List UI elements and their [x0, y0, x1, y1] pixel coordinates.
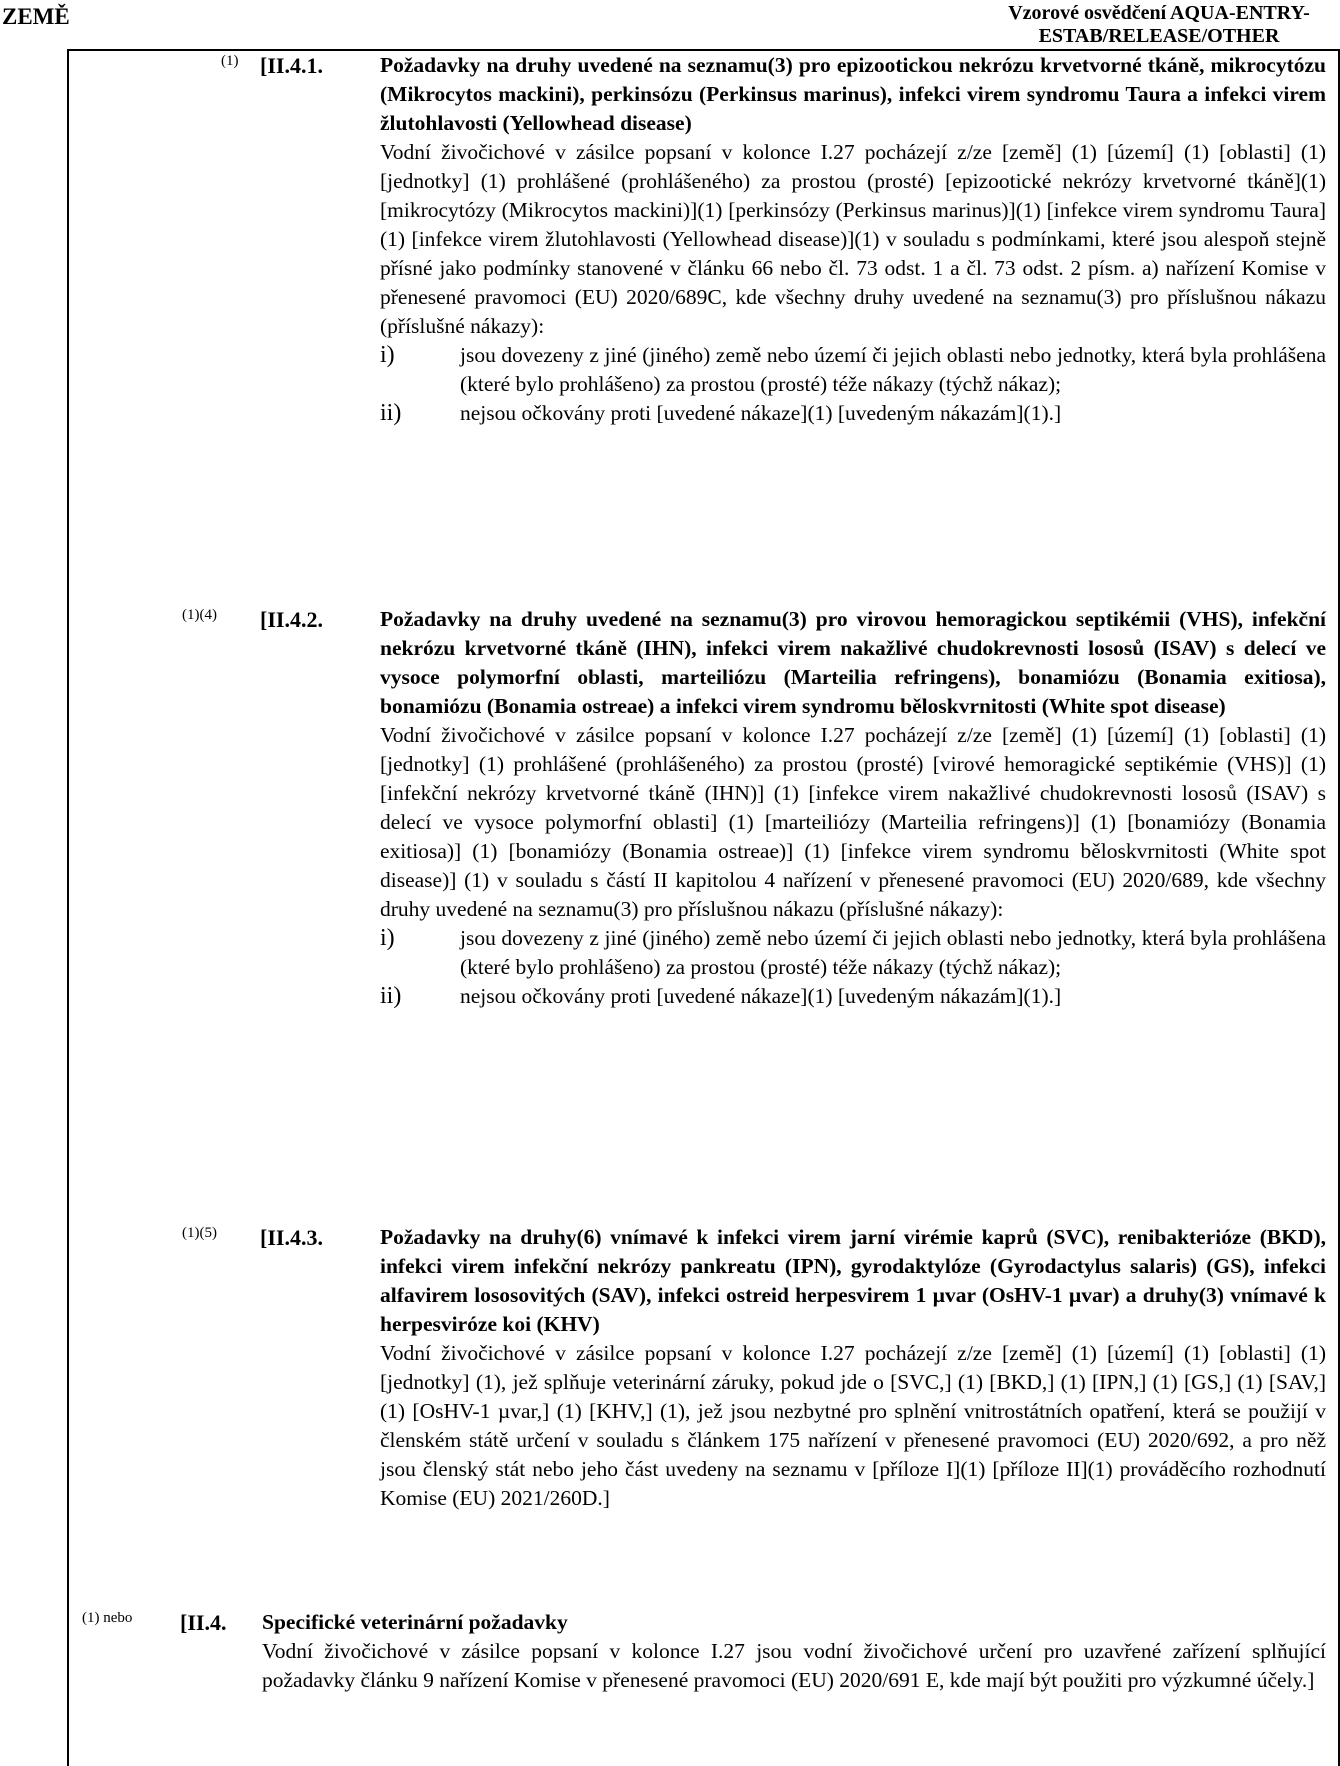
list-item-label: i) — [380, 342, 395, 368]
section-number: [II.4. — [180, 1610, 227, 1635]
section-title: Požadavky na druhy uvedené na seznamu(3) pro epizootickou nekrózu krvetvorné tkáně, mikrocytózu (Mikrocytos mackini), perkinsózu (Perkinsus marinus), infekci virem syndromu Taura a infekci virem žlutohlavosti (Yellowhead disease) — [380, 53, 1326, 135]
list-item — [380, 399, 1326, 428]
list-item — [380, 924, 1326, 982]
list-item-text: jsou dovezeny z jiné (jiného) země nebo území či jejich oblasti nebo jednotky, která byla prohlášena (které bylo prohlášeno) za prostou (prosté) téže nákazy (týchž nákaz); — [460, 343, 1326, 396]
list-item-label: i) — [380, 925, 395, 951]
section-title: Požadavky na druhy(6) vnímavé k infekci virem jarní virémie kaprů (SVC), renibakteriózе (BKD), infekci virem infekční nekrózy pankreatu (IPN), gyrodaktylóze (Gyrodactylus salaris) (GS), infekci alfavirem lososovitých (SAV), infekci ostreid herpesvirem 1 µvar (OsHV-1 µvar) a druhy(3) vnímavé k herpesviróze koi (KHV) — [380, 1225, 1326, 1336]
conditions-list — [380, 924, 1326, 1011]
section-text: Vodní živočichové v zásilce popsaní v kolonce I.27 pocházejí z/ze [země] (1) [území] (1) [oblasti] (1) [jednotky] (1) prohlášené (prohlášeného) za prostou (prosté) [virové hemoragické septikémie (VHS)] (1) [infekční nekrózy krvetvorné tkáně (IHN)] (1) [infekce virem nakažlivé chudokrevnosti lososů (ISAV) s delecí ve vysoce polymorfní oblasti] (1) [marteiliózy (Marteilia refringens)] (1) [bonamiózy (Bonamia exitiosa)] (1) [bonamiózy (Bonamia ostreae)] (1) [infekce virem syndromu běloskvrnitosti (White spot disease)] (1) v souladu s částí II kapitolou 4 nařízení v přenesené pravomoci (EU) 2020/689, kde všechny druhy uvedené na seznamu(3) pro příslušnou nákazu (příslušné nákazy): — [380, 723, 1326, 921]
section-mark: (1)(4) — [182, 607, 217, 623]
list-item-label: ii) — [380, 400, 402, 426]
conditions-list — [380, 341, 1326, 428]
certificate-model-label: Vzorové osvědčení AQUA-ENTRY-ESTAB/RELEASE/OTHER — [1008, 2, 1310, 47]
section-mark — [82, 1610, 132, 1627]
section-number: [II.4.2. — [260, 607, 323, 632]
section-title: Specifické veterinární požadavky — [262, 1610, 568, 1634]
section-body — [380, 51, 1326, 428]
section-body — [380, 1223, 1326, 1513]
list-item-text: jsou dovezeny z jiné (jiného) země nebo území či jejich oblasti nebo jednotky, která byla prohlášena (které bylo prohlášeno) za prostou (prosté) téže nákazy (týchž nákaz); — [460, 926, 1326, 979]
country-label: ZEMĚ — [2, 4, 70, 29]
list-item-text: nejsou očkovány proti [uvedené nákaze](1) [uvedeným nákazám](1).] — [460, 401, 1062, 425]
section-mark-text: (1) nebo — [82, 1610, 133, 1626]
list-item-text: nejsou očkovány proti [uvedené nákaze](1) [uvedeným nákazám](1).] — [460, 984, 1062, 1008]
list-item — [380, 982, 1326, 1011]
section-mark: (1)(5) — [182, 1225, 217, 1241]
section-mark: (1) — [221, 53, 239, 69]
section-number: [II.4.1. — [260, 53, 323, 78]
section-text: Vodní živočichové v zásilce popsaní v kolonce I.27 pocházejí z/ze [země] (1) [území] (1) [oblasti] (1) [jednotky] (1), jež splňuje veterinární záruky, pokud jde o [SVC,] (1) [BKD,] (1) [IPN,] (1) [GS,] (1) [SAV,] (1) [OsHV-1 µvar,] (1) [KHV,] (1), jež jsou nezbytné pro splnění vnitrostátních opatření, která se použijí v členském státě určení v souladu s článkem 175 nařízení v přenesené pravomoci (EU) 2020/692, a pro něž jsou členský stát nebo jeho část uvedeny na seznamu v [příloze I](1) [příloze II](1) prováděcího rozhodnutí Komise (EU) 2021/260D.] — [380, 1341, 1326, 1510]
section-text: Vodní živočichové v zásilce popsaní v kolonce I.27 pocházejí z/ze [země] (1) [území] (1) [oblasti] (1) [jednotky] (1) prohlášené (prohlášeného) za prostou (prosté) [epizootické nekrózy krvetvorné tkáně](1) [mikrocytózy (Mikrocytos mackini)](1) [perkinsózy (Perkinsus marinus)](1) [infekce virem syndromu Taura](1) [infekce virem žlutohlavosti (Yellowhead disease)](1) v souladu s podmínkami, které jsou alespoň stejně přísné jako podmínky stanovené v článku 66 nebo čl. 73 odst. 1 a čl. 73 odst. 2 písm. a) nařízení Komise v přenesené pravomoci (EU) 2020/689C, kde všechny druhy uvedené na seznamu(3) pro příslušnou nákazu (příslušné nákazy): — [380, 140, 1326, 338]
section-body — [380, 605, 1326, 1011]
list-item — [380, 341, 1326, 399]
list-item-label: ii) — [380, 983, 402, 1009]
section-body — [262, 1608, 1326, 1695]
section-text: Vodní živočichové v zásilce popsaní v kolonce I.27 jsou vodní živočichové určení pro uzavřené zařízení splňující požadavky článku 9 nařízení Komise v přenesené pravomoci (EU) 2020/691 E, kde mají být použiti pro výzkumné účely.] — [262, 1639, 1326, 1692]
section-title: Požadavky na druhy uvedené na seznamu(3) pro virovou hemoragickou septikémii (VHS), infekční nekrózu krvetvorné tkáně (IHN), infekci virem nakažlivé chudokrevnosti lososů (ISAV) s delecí ve vysoce polymorfní oblasti, marteiliózu (Marteilia refringens), bonamiózu (Bonamia exitiosa), bonamiózu (Bonamia ostreae) a infekci virem syndromu běloskvrnitosti (White spot disease) — [380, 607, 1326, 718]
section-number: [II.4.3. — [260, 1225, 323, 1250]
